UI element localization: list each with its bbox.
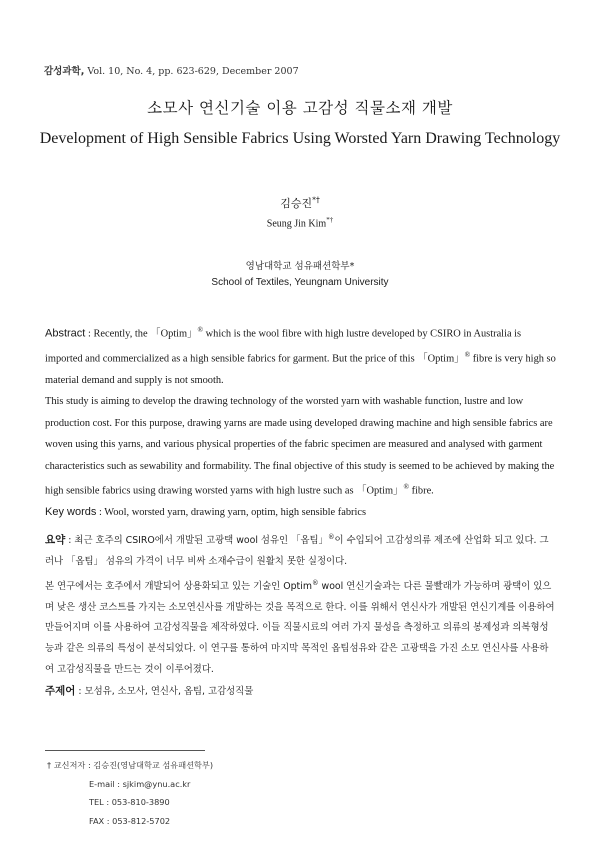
keywords-label: Key words: [45, 506, 97, 519]
author-name-en: Seung Jin Kim: [266, 218, 327, 230]
keywords-korean: 주제어 : 모섬유, 소모사, 연신사, 옵팀, 고감성직물: [45, 684, 254, 697]
keywords-english: Key words : Wool, worsted yarn, drawing yarn, optim, high sensible fabrics: [45, 506, 367, 519]
footnote-tel: TEL : 053-810-3890: [89, 797, 170, 808]
abstract-label: Abstract: [45, 327, 86, 340]
journal-name: 감성과학,: [44, 66, 85, 77]
korean-abstract-label: 요약: [45, 534, 66, 547]
footnote-author-line: † 교신저자 : 김승진(영남대학교 섬유패션학부): [47, 760, 214, 770]
footnote-fax: FAX : 053-812-5702: [89, 815, 171, 826]
author-mark-ko: *†: [312, 195, 320, 205]
journal-volume: Vol. 10, No. 4, pp. 623-629, December 2007: [87, 66, 299, 77]
korean-keywords-label: 주제어: [45, 684, 76, 697]
footnote-email: E-mail : sjkim@ynu.ac.kr: [89, 778, 191, 789]
abstract-paragraph-2: This study is aiming to develop the drawing technology of the worsted yarn with washable function, lustre and low production cost. For this purpose, drawing yarns are made using developed drawing machine and high sensible fabrics are woven using this yarns, and various physical properties of the fabric specimen are measured and analysed with garment characteristics such as sewability and formability. The final objective of this study is seemed to be achieved by making the high sensible fabrics using drawing worsted yarns with high lustre such as 「Optim」® fibre.: [45, 396, 555, 497]
abstract-paragraph-1: Abstract : Recently, the 「Optim」® which is the wool fibre with high lustre developed by CSIRO in Australia is imported and commercialized as a high sensible fabrics for garment. But the price of this 「Optim」® fibre is very high so material demand and supply is not smooth.: [45, 326, 556, 386]
author-mark-en: *†: [326, 216, 334, 224]
corresponding-author-footnote: [47, 756, 213, 830]
author-english: [0, 216, 600, 229]
korean-abstract-paragraph-2: 본 연구에서는 호주에서 개발되어 상용화되고 있는 기술인 Optim® wool 연신기술과는 다른 물빨래가 가능하며 광택이 있으며 낮은 생산 코스트를 가지는 소모연신사를 개발하는 것을 목적으로 한다. 이를 위해서 연신사가 개발된 연신기계를 이용하여 만들어지며 이를 사용하여 고감성직물을 제작하였다. 이들 직물시료의 여러 가지 물성을 측정하고 의류의 봉제성과 의복형성능과 같은 의류의 특성이 분석되었다. 이 연구를 통하여 마지막 목적인 옵팀섬유와 같은 고광택을 가진 소모 연신사를 사용하여 고감성직물을 만드는 것이 이루어졌다.: [45, 578, 555, 676]
title-korean: 소모사 연신기술 이용 고감성 직물소재 개발: [147, 99, 453, 117]
affiliation-english: School of Textiles, Yeungnam University: [211, 277, 389, 288]
affiliation-korean: 영남대학교 섬유패션학부*: [245, 261, 355, 272]
abstract-english: [45, 320, 557, 524]
footnote-dagger: †: [47, 760, 52, 770]
journal-citation: [44, 63, 299, 77]
korean-abstract-paragraph-1: 요약 : 최근 호주의 CSIRO에서 개발된 고광택 wool 섬유인 「옵팀」®이 수입되어 고감성의류 제조에 산업화 되고 있다. 그러나 「옵팀」 섬유의 가격이 너무 비싸 소재수급이 원활치 못한 실정이다.: [45, 533, 549, 567]
author-name-ko: 김승진: [280, 197, 313, 210]
title-english: Development of High Sensible Fabrics Using Worsted Yarn Drawing Technology: [39, 130, 561, 147]
author-korean: [0, 195, 600, 211]
abstract-korean: [45, 527, 557, 703]
footnote-divider: [45, 750, 205, 751]
